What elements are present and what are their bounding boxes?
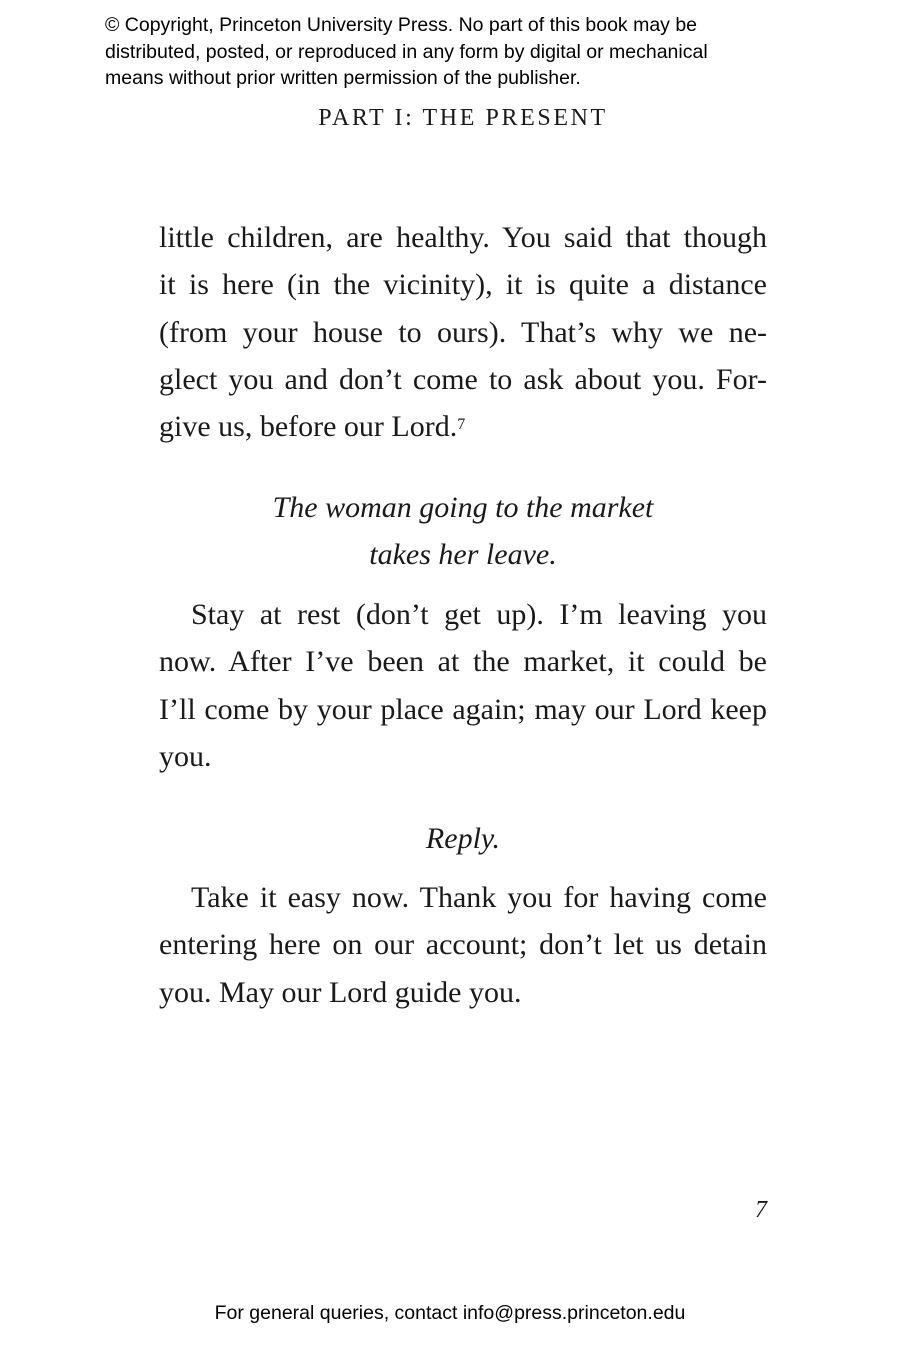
text-line: Take it easy now. Thank you for having come bbox=[191, 881, 767, 914]
paragraph-1 bbox=[159, 214, 767, 450]
copyright-line: distributed, posted, or reproduced in any form by digital or mechanical bbox=[105, 40, 708, 63]
running-head: PART I: THE PRESENT bbox=[318, 105, 608, 131]
text-line: (from your house to ours). That’s why we ne- bbox=[159, 315, 767, 349]
text-line: it is here (in the vicinity), it is quite a distance bbox=[159, 268, 767, 302]
section-heading-reply: Reply. bbox=[425, 822, 501, 855]
section-heading-market bbox=[159, 484, 767, 579]
text-line: Stay at rest (don’t get up). I’m leaving you bbox=[191, 598, 767, 631]
text-line: now. After I’ve been at the market, it could be bbox=[159, 645, 767, 679]
heading-line: takes her leave. bbox=[369, 538, 557, 572]
copyright-notice bbox=[105, 12, 825, 92]
copyright-line: © Copyright, Princeton University Press. No part of this book may be bbox=[105, 14, 698, 36]
text-line: you. May our Lord guide you. bbox=[159, 975, 522, 1009]
heading-line: The woman going to the market bbox=[272, 491, 654, 524]
text-line: entering here on our account; don’t let us detain bbox=[159, 928, 767, 962]
copyright-line: means without prior written permission of the publisher. bbox=[105, 67, 581, 89]
text-line: I’ll come by your place again; may our Lord keep bbox=[159, 692, 767, 726]
text-line: little children, are healthy. You said that though bbox=[159, 221, 767, 254]
text-line: you. bbox=[159, 739, 212, 773]
text-line bbox=[159, 403, 767, 450]
text-line: glect you and don’t come to ask about you. For- bbox=[159, 362, 767, 396]
footnote-reference[interactable]: 7 bbox=[457, 416, 466, 434]
footer-contact: For general queries, contact info@press.princeton.edu bbox=[214, 1302, 686, 1324]
text-line-content: give us, before our Lord. bbox=[159, 410, 458, 444]
page-number: 7 bbox=[755, 1197, 767, 1223]
paragraph-2 bbox=[159, 591, 767, 780]
paragraph-3 bbox=[159, 874, 767, 1016]
